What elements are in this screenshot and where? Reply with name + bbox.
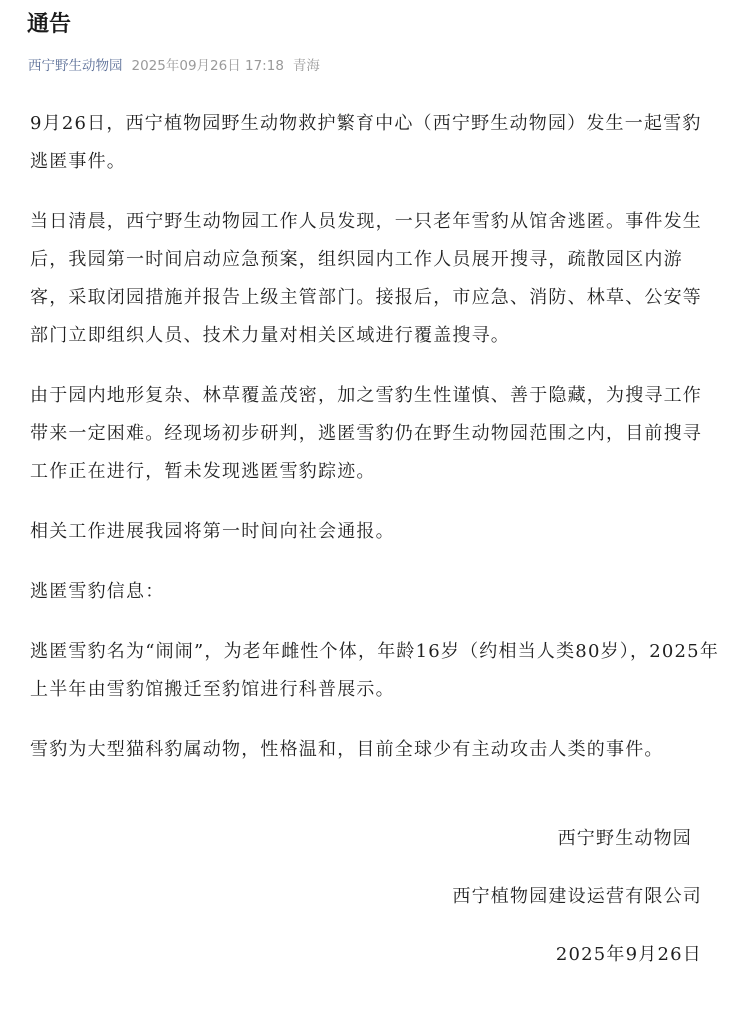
paragraph-2: 当日清晨，西宁野生动物园工作人员发现，一只老年雪豹从馆舍逃匿。事件发生后，我园第一时间启动应急预案，组织园内工作人员展开搜寻，疏散园区内游客，采取闭园措施并报告上级主管部门。接报后，市应急、消防、林草、公安等部门立即组织人员、技术力量对相关区域进行覆盖搜寻。 — [30, 211, 702, 346]
paragraph-1: 9月26日，西宁植物园野生动物救护繁育中心（西宁野生动物园）发生一起雪豹逃匿事件。 — [30, 113, 702, 172]
account-name-link[interactable]: 西宁野生动物园 — [28, 58, 123, 74]
paragraph-5: 逃匿雪豹信息： — [30, 581, 165, 602]
signature-date: 2025年9月26日 — [555, 944, 702, 965]
signature-org-company: 西宁植物园建设运营有限公司 — [452, 886, 702, 907]
paragraph-4: 相关工作进展我园将第一时间向社会通报。 — [30, 521, 395, 542]
publish-date: 2025年09月26日 17:18 — [131, 58, 284, 74]
paragraph-3: 由于园内地形复杂、林草覆盖茂密，加之雪豹生性谨慎、善于隐藏，为搜寻工作带来一定困难。经现场初步研判，逃匿雪豹仍在野生动物园范围之内，目前搜寻工作正在进行，暂未发现逃匿雪豹踪迹。 — [30, 385, 702, 482]
paragraph-7: 雪豹为大型猫科豹属动物，性格温和，目前全球少有主动攻击人类的事件。 — [30, 739, 664, 760]
article-meta — [28, 56, 320, 76]
paragraph-6: 逃匿雪豹名为“闹闹”，为老年雌性个体，年龄16岁（约相当人类80岁），2025年上半年由雪豹馆搬迁至豹馆进行科普展示。 — [30, 641, 720, 700]
article-body — [30, 105, 720, 791]
article-title: 通告 — [27, 12, 72, 37]
publish-location: 青海 — [292, 58, 320, 74]
signature-org-zoo: 西宁野生动物园 — [557, 828, 692, 849]
